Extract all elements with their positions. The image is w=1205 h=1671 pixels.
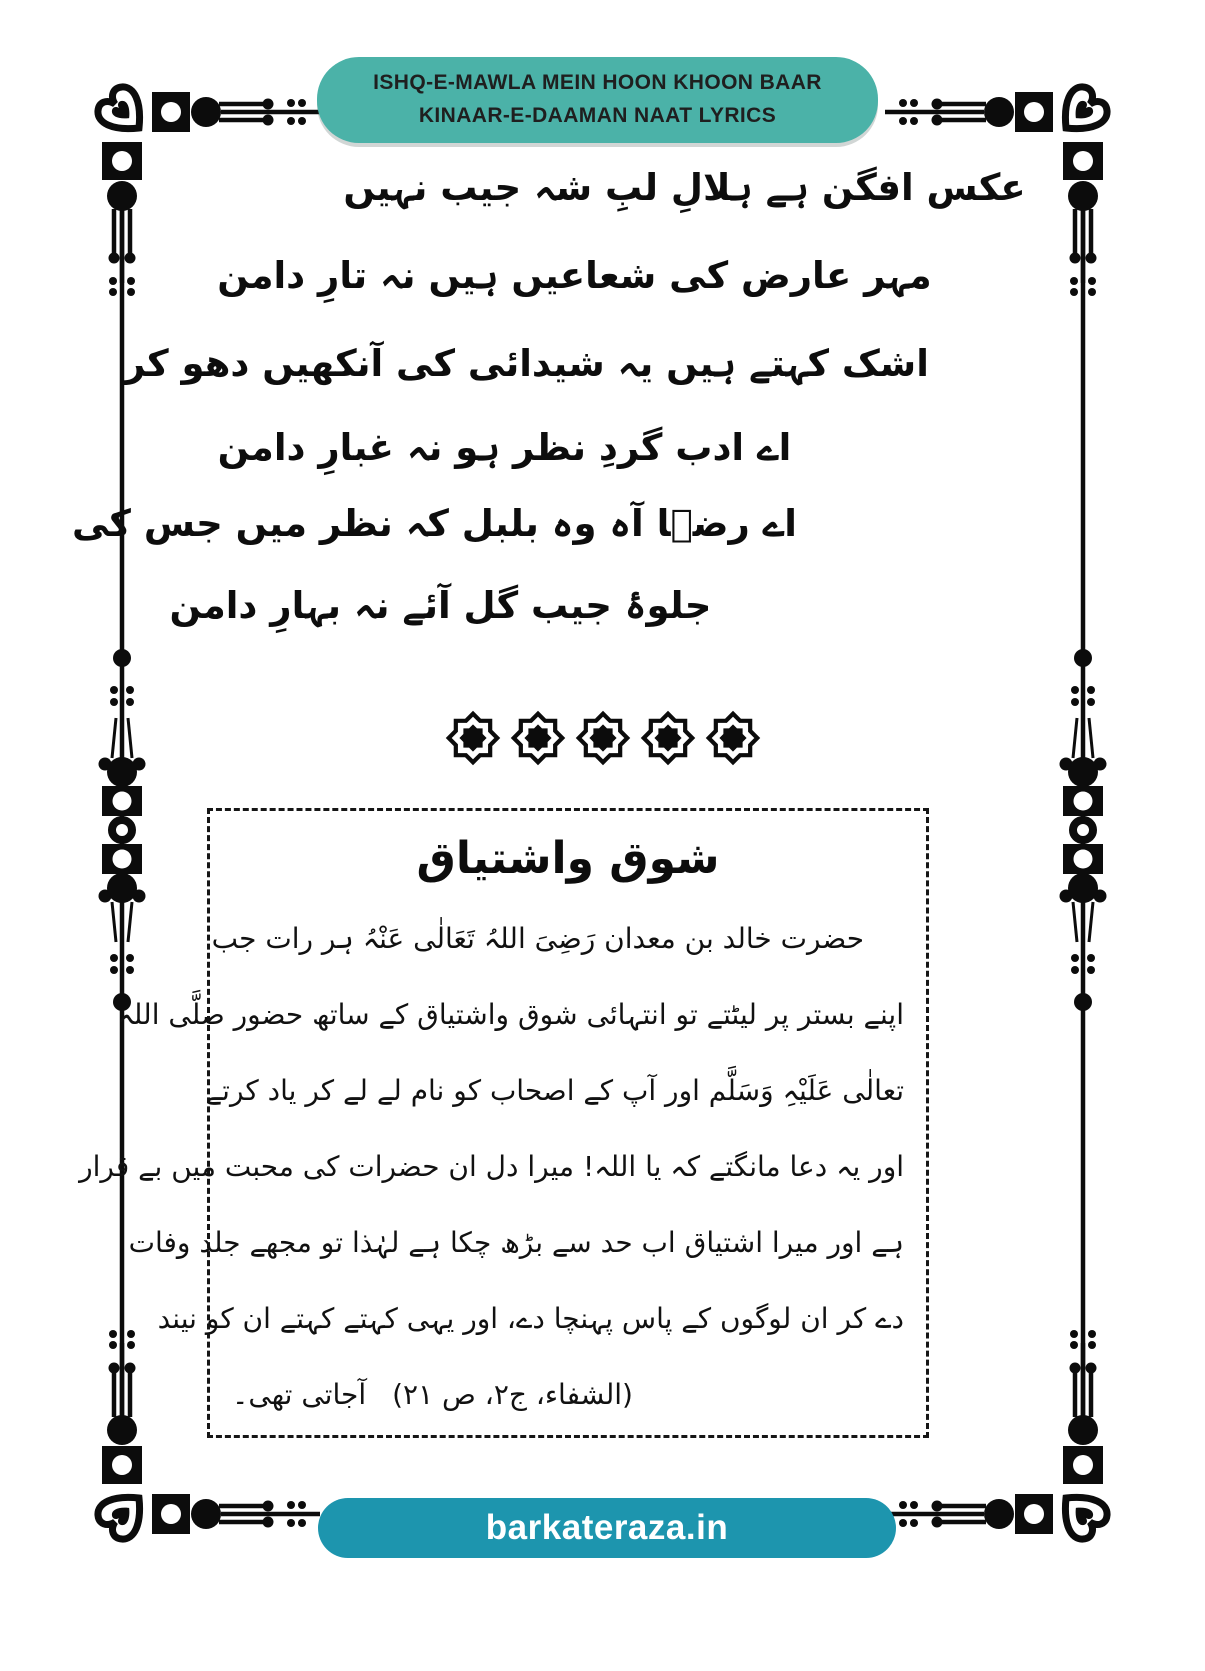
poem-line-1: عکس افگن ہے ہلالِ لبِ شہ جیب نہیں	[343, 166, 1026, 209]
passage-ending: آجاتی تھی۔	[232, 1378, 367, 1411]
passage-heading: شوق واشتیاق	[416, 833, 720, 884]
poem-line-5: اے رضؔا آہ وہ بلبل کہ نظر میں جس کی	[72, 502, 797, 545]
page-title-line1: ISHQ-E-MAWLA MEIN HOON KHOON BAAR	[373, 71, 822, 95]
passage-line: اور یہ دعا مانگتے کہ یا اللہ! میرا دل ان حضرات کی محبت میں بے قرار	[79, 1150, 904, 1183]
passage-line: اپنے بستر پر لیٹتے تو انتہائی شوق واشتیاق کے ساتھ حضور صلَّی اللہ	[117, 998, 904, 1031]
poem-line-4: اے ادب گردِ نظر ہو نہ غبارِ دامن	[217, 426, 792, 469]
star-ornament-icon	[640, 710, 696, 766]
star-ornament-icon	[445, 710, 501, 766]
poem-line-2: مہر عارض کی شعاعیں ہیں نہ تارِ دامن	[217, 254, 932, 297]
footer-banner[interactable]	[318, 1498, 896, 1558]
poem-line-3: اشک کہتے ہیں یہ شیدائی کی آنکھیں دھو کر	[124, 342, 929, 385]
passage-line: ہے اور میرا اشتیاق اب حد سے بڑھ چکا ہے لہٰذا تو مجھے جلد وفات	[128, 1226, 904, 1259]
title-banner	[317, 57, 878, 143]
star-ornament-icon	[510, 710, 566, 766]
star-ornament-icon	[575, 710, 631, 766]
passage-box	[79, 808, 929, 1438]
star-ornament-row	[0, 710, 1205, 766]
page-title-line2: KINAAR-E-DAAMAN NAAT LYRICS	[418, 104, 777, 127]
passage-line: تعالٰی عَلَیْہِ وَسَلَّم اور آپ کے اصحاب کو نام لے لے کر یاد کرتے	[205, 1074, 904, 1107]
passage-line: حضرت خالد بن معدان رَضِیَ اللہُ تَعَالٰی عَنْہُ ہر رات جب	[211, 922, 864, 955]
website-link[interactable]: barkateraza.in	[485, 1508, 729, 1547]
poem-line-6: جلوۂ جیب گل آئے نہ بہارِ دامن	[169, 584, 712, 627]
source-citation: (الشفاء، ج۲، ص ۲۱)	[392, 1378, 633, 1411]
passage-line: دے کر ان لوگوں کے پاس پہنچا دے، اور یہی کہتے کہتے ان کو نیند	[157, 1302, 904, 1335]
passage-last-line	[232, 1357, 904, 1433]
star-ornament-icon	[705, 710, 761, 766]
